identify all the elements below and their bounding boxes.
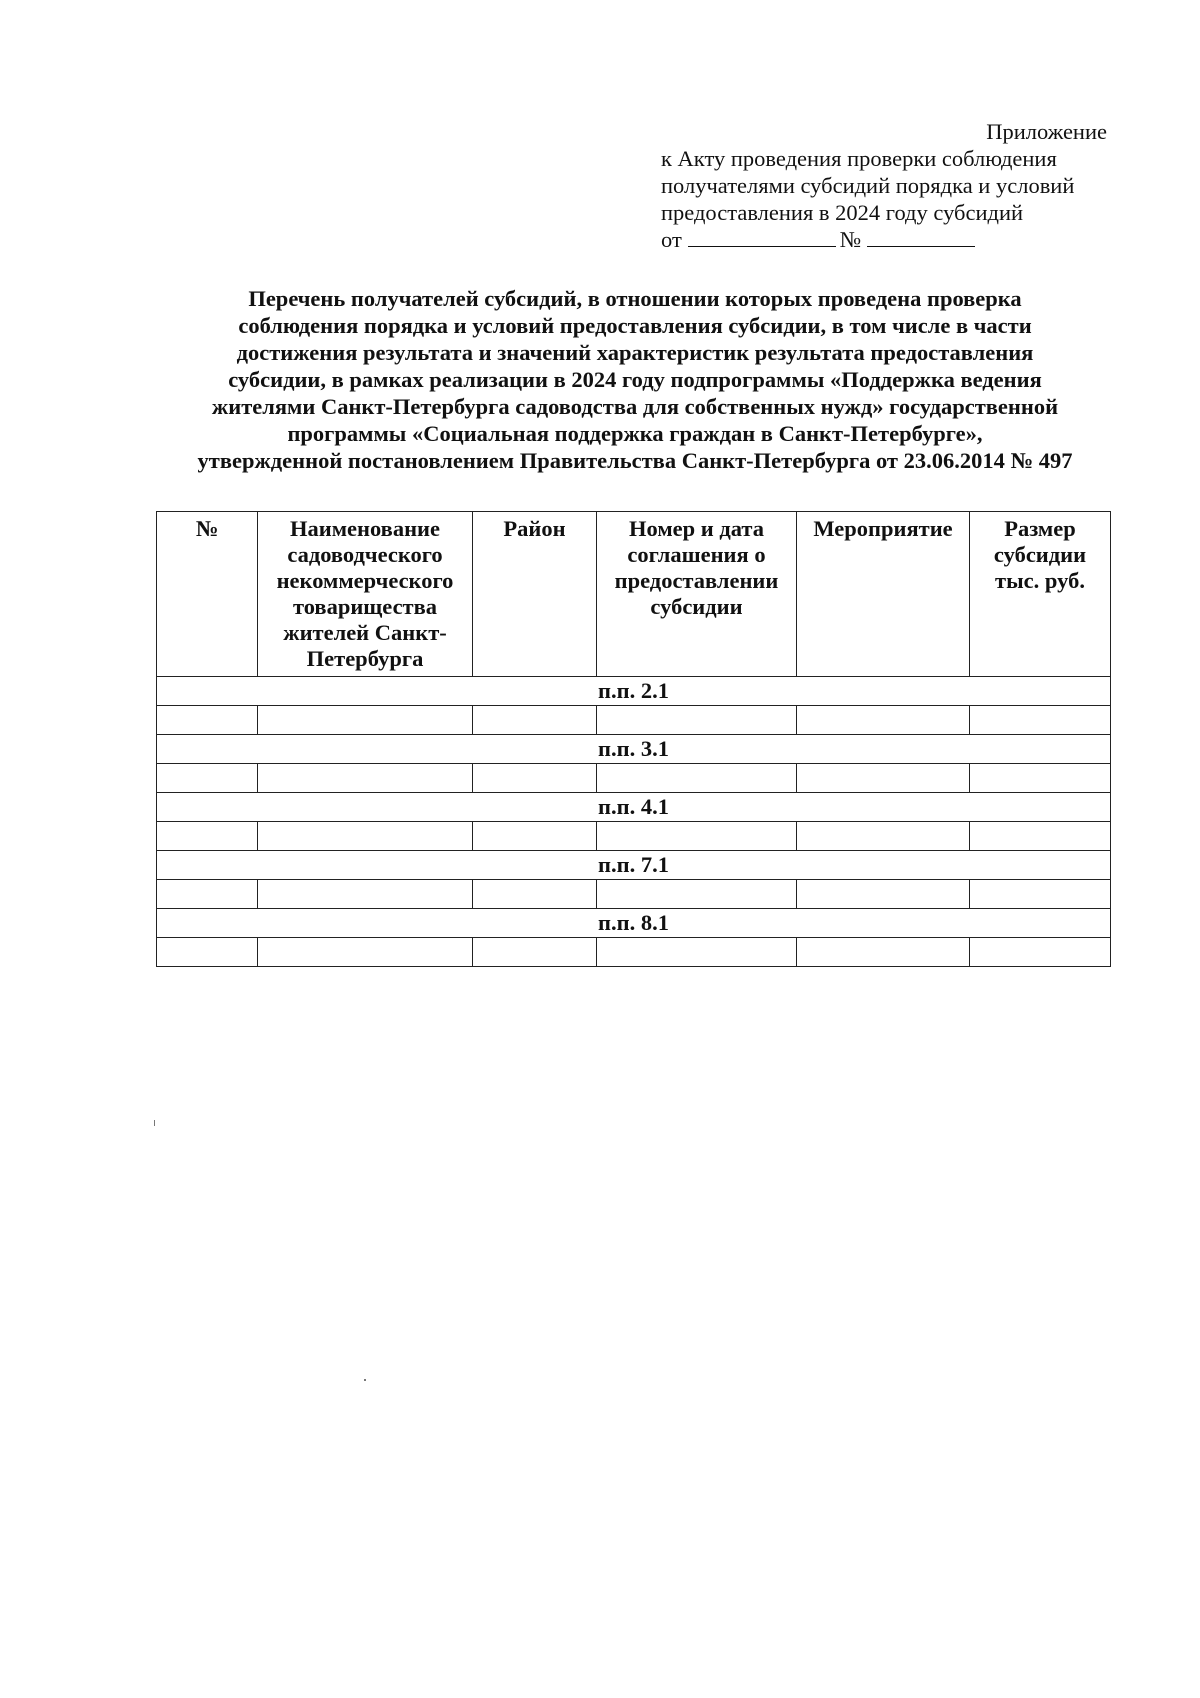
header-district: Район — [473, 512, 597, 677]
section-row — [157, 909, 1111, 938]
table-row — [157, 880, 1111, 909]
recipients-table — [156, 511, 1111, 967]
appendix-line: к Акту проведения проверки соблюдения — [661, 146, 1057, 171]
title-line: Перечень получателей субсидий, в отношении которых проведена проверка — [248, 286, 1022, 311]
section-row — [157, 735, 1111, 764]
title-line: программы «Социальная поддержка граждан в Санкт-Петербурге», — [287, 421, 983, 446]
table-cell[interactable] — [473, 938, 597, 967]
table-cell[interactable] — [258, 706, 473, 735]
table-cell[interactable] — [970, 706, 1111, 735]
table-cell[interactable] — [597, 764, 797, 793]
title-line: жителями Санкт-Петербурга садоводства для собственных нужд» государственной — [211, 394, 1059, 419]
table-cell[interactable] — [157, 880, 258, 909]
appendix-line: получателями субсидий порядка и условий — [661, 173, 1075, 198]
header-subsidy-amount: Размер субсидии тыс. руб. — [970, 512, 1111, 677]
table-cell[interactable] — [797, 880, 970, 909]
table-cell[interactable] — [797, 764, 970, 793]
title-line: достижения результата и значений характеристик результата предоставления — [236, 340, 1034, 365]
number-blank-field[interactable] — [867, 226, 975, 247]
table-cell[interactable] — [970, 764, 1111, 793]
table-cell[interactable] — [157, 938, 258, 967]
title-line: утвержденной постановлением Правительства Санкт-Петербурга от 23.06.2014 № 497 — [197, 448, 1073, 473]
table-cell[interactable] — [597, 822, 797, 851]
table-cell[interactable] — [258, 764, 473, 793]
table-cell[interactable] — [157, 706, 258, 735]
title-line: соблюдения порядка и условий предоставления субсидии, в том числе в части — [238, 313, 1032, 338]
table-cell[interactable] — [970, 938, 1111, 967]
section-label: п.п. 3.1 — [157, 735, 1111, 764]
date-prefix: от — [661, 227, 682, 252]
scan-speck — [154, 1120, 155, 1126]
table-cell[interactable] — [797, 938, 970, 967]
table-row — [157, 822, 1111, 851]
table-cell[interactable] — [473, 822, 597, 851]
scan-speck — [364, 1379, 366, 1381]
table-cell[interactable] — [473, 880, 597, 909]
table-row — [157, 764, 1111, 793]
section-label: п.п. 7.1 — [157, 851, 1111, 880]
table-cell[interactable] — [597, 938, 797, 967]
table-row — [157, 938, 1111, 967]
document-title — [150, 285, 1120, 474]
table-cell[interactable] — [258, 938, 473, 967]
table-cell[interactable] — [473, 706, 597, 735]
header-activity: Мероприятие — [797, 512, 970, 677]
section-row — [157, 677, 1111, 706]
header-number: № — [157, 512, 258, 677]
title-line: субсидии, в рамках реализации в 2024 году подпрограммы «Поддержка ведения — [228, 367, 1042, 392]
table-cell[interactable] — [157, 822, 258, 851]
table-cell[interactable] — [970, 822, 1111, 851]
number-sign: № — [839, 227, 862, 252]
table-cell[interactable] — [597, 706, 797, 735]
table-header-row — [157, 512, 1111, 677]
table-cell[interactable] — [797, 822, 970, 851]
section-row — [157, 793, 1111, 822]
table-cell[interactable] — [797, 706, 970, 735]
header-partnership-name: Наименование садоводческого некоммерческого товарищества жителей Санкт-Петербурга — [258, 512, 473, 677]
section-label: п.п. 4.1 — [157, 793, 1111, 822]
appendix-title: Приложение — [986, 119, 1107, 144]
section-label: п.п. 8.1 — [157, 909, 1111, 938]
table-cell[interactable] — [258, 822, 473, 851]
header-agreement: Номер и дата соглашения о предоставлении субсидии — [597, 512, 797, 677]
table-cell[interactable] — [157, 764, 258, 793]
table-row — [157, 706, 1111, 735]
appendix-line: предоставления в 2024 году субсидий — [661, 200, 1024, 225]
table-cell[interactable] — [597, 880, 797, 909]
table-cell[interactable] — [970, 880, 1111, 909]
table-cell[interactable] — [258, 880, 473, 909]
section-label: п.п. 2.1 — [157, 677, 1111, 706]
date-blank-field[interactable] — [688, 226, 836, 247]
appendix-date-line — [661, 226, 1121, 253]
section-row — [157, 851, 1111, 880]
table-cell[interactable] — [473, 764, 597, 793]
appendix-block — [661, 118, 1121, 253]
